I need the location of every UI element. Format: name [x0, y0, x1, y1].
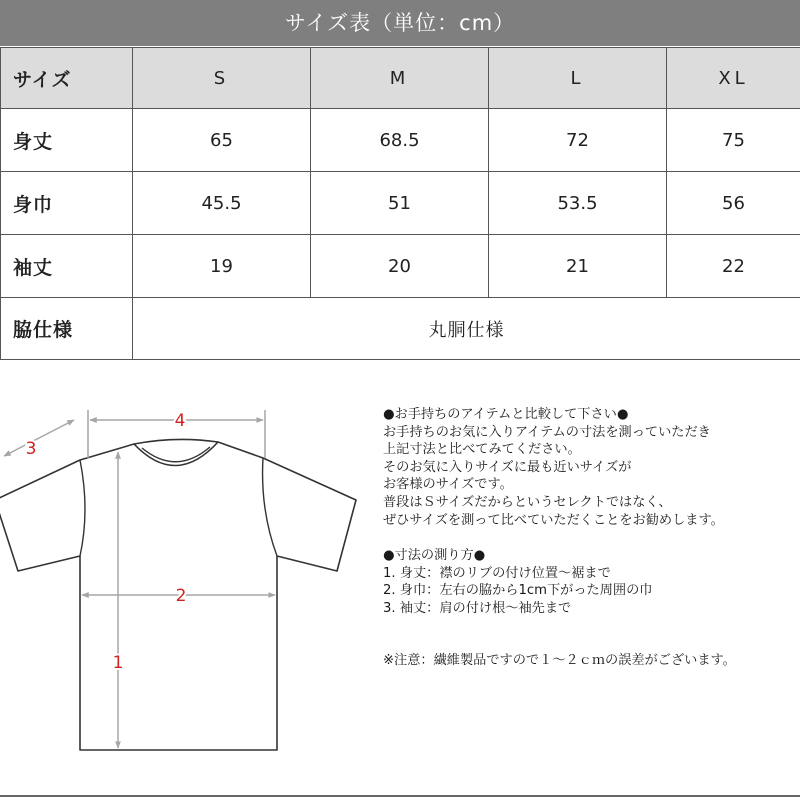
label-length: 1	[112, 653, 124, 673]
measure-line: 1. 身丈：襟のリブの付け位置～裾まで	[383, 565, 611, 581]
size-table	[0, 47, 800, 360]
measure-line: 2. 身巾：左右の脇から1cm下がった周囲の巾	[383, 583, 653, 599]
compare-line: 上記寸法と比べてみてください。	[383, 442, 581, 458]
compare-line: 普段はＳサイズだからというセレクトではなく、	[383, 494, 672, 510]
table-row	[1, 235, 800, 298]
label-shoulder: 4	[174, 411, 186, 431]
table-row	[1, 172, 800, 235]
notes	[383, 406, 800, 669]
row-label-sleeve: 袖丈	[1, 235, 133, 298]
table-cell: 45.5	[133, 172, 311, 235]
table-cell: 19	[133, 235, 311, 298]
compare-heading: ●お手持ちのアイテムと比較して下さい●	[383, 407, 629, 422]
size-l: L	[489, 48, 667, 109]
table-cell: 51	[311, 172, 489, 235]
table-row-spec	[1, 298, 800, 360]
row-label-side-spec: 脇仕様	[1, 298, 133, 360]
caution-note: ※注意：繊維製品ですので１～２ｃｍの誤差がございます。	[383, 652, 736, 668]
label-chest: 2	[175, 586, 187, 606]
compare-line: そのお気に入りサイズに最も近いサイズが	[383, 459, 632, 475]
table-cell: 65	[133, 109, 311, 172]
table-cell: 75	[667, 109, 800, 172]
table-cell: 53.5	[489, 172, 667, 235]
size-m: M	[311, 48, 489, 109]
label-sleeve: 3	[25, 439, 37, 459]
compare-line: お手持ちのお気に入りアイテムの寸法を測っていただき	[383, 424, 711, 440]
measure-heading: ●寸法の測り方●	[383, 548, 486, 564]
table-cell: 21	[489, 235, 667, 298]
table-cell: 68.5	[311, 109, 489, 172]
tshirt-diagram	[0, 392, 370, 772]
bottom-divider	[0, 795, 800, 797]
side-spec-value: 丸胴仕様	[133, 298, 800, 360]
table-cell: 20	[311, 235, 489, 298]
size-chart-title: サイズ表（単位：cm）	[0, 0, 800, 46]
table-cell: 56	[667, 172, 800, 235]
compare-line: ぜひサイズを測って比べていただくことをお勧めします。	[383, 512, 724, 528]
table-cell: 22	[667, 235, 800, 298]
measure-line: 3. 袖丈：肩の付け根～袖先まで	[383, 600, 572, 616]
table-header-row	[1, 48, 800, 109]
row-label-length: 身丈	[1, 109, 133, 172]
compare-line: お客様のサイズです。	[383, 477, 513, 493]
size-xl: XL	[667, 48, 800, 109]
table-row	[1, 109, 800, 172]
size-header-label: サイズ	[1, 48, 133, 109]
table-cell: 72	[489, 109, 667, 172]
sleeve-arrow	[4, 420, 74, 456]
row-label-width: 身巾	[1, 172, 133, 235]
size-s: S	[133, 48, 311, 109]
